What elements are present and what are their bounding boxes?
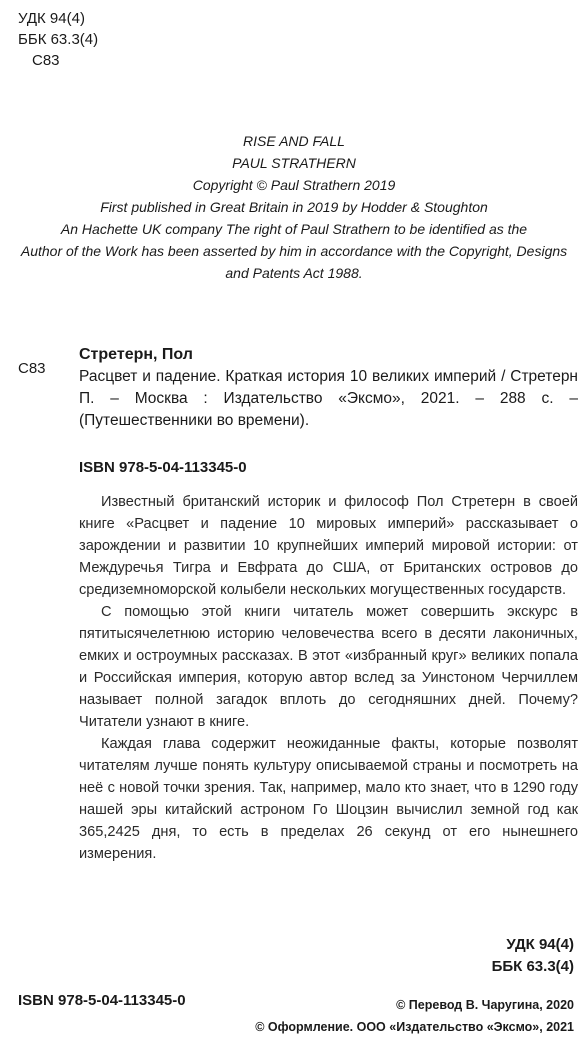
isbn-main: ISBN 978-5-04-113345-0 [79, 459, 247, 476]
classification-block-bottom [492, 934, 574, 978]
isbn-bottom: ISBN 978-5-04-113345-0 [18, 992, 186, 1009]
design-credit: © Оформление. ООО «Издательство «Эксмо», 2021 [255, 1020, 574, 1034]
bbk-code: ББК 63.3(4) [18, 31, 99, 48]
annotation [79, 491, 578, 865]
classification-block-top [18, 8, 98, 71]
record-reference: Расцвет и падение. Краткая история 10 великих империй / Стретерн П. – Москва : Издательство «Эксмо», 2021. – 288 с. – (Путешественники во времени). [79, 368, 578, 429]
rights-line-3: and Patents Act 1988. [225, 265, 363, 281]
copyright-line: Copyright © Paul Strathern 2019 [192, 177, 396, 193]
original-author: PAUL STRATHERN [232, 155, 356, 171]
rights-line-2: Author of the Work has been asserted by him in accordance with the Copyright, Designs [20, 243, 568, 259]
original-title: RISE AND FALL [243, 133, 345, 149]
author-mark-margin: С83 [18, 360, 46, 377]
record-author: Стретерн, Пол [79, 346, 193, 363]
annotation-paragraph: С помощью этой книги читатель может совершить экскурс в пятитысячелетнюю историю человечества всего в десяти лаконичных, емких и остроумных рассказах. В этот «избранный круг» великих попала и Российская империя, которую автор вслед за Уинстоном Черчиллем называет полной загадок вплоть до сегодняшних дней. Почему? Читатели узнают в книге. [79, 604, 578, 730]
credits [255, 994, 574, 1038]
annotation-paragraph: Каждая глава содержит неожиданные факты, которые позволят читателям лучше понять культуру описываемой страны и посмотреть на неё с новой точки зрения. Так, например, мало кто знает, что в 1290 году нашей эры китайский астроном Го Шоцзин вычислил земной год как 365,2425 дня, то есть в пределах 26 секунд от его нынешнего измерения. [79, 736, 578, 862]
annotation-paragraph: Известный британский историк и философ Пол Стретерн в своей книге «Расцвет и падение 10 мировых империй» рассказывает о зарождении и развитии 10 крупнейших империй мировой истории: от Междуречья Тигра и Евфрата до США, от Британских островов до средиземноморской колыбели нескольких могущественных государств. [79, 494, 578, 598]
translation-credit: © Перевод В. Чаругина, 2020 [396, 998, 574, 1012]
bibliographic-record [79, 344, 578, 432]
copyright-notice [0, 130, 588, 284]
bbk-code-bottom: ББК 63.3(4) [491, 958, 574, 975]
udk-code: УДК 94(4) [18, 10, 85, 27]
udk-code-bottom: УДК 94(4) [506, 936, 574, 953]
rights-line-1: An Hachette UK company The right of Paul Strathern to be identified as the [60, 221, 528, 237]
author-mark: С83 [32, 52, 60, 69]
first-published-line: First published in Great Britain in 2019 by Hodder & Stoughton [100, 199, 488, 215]
